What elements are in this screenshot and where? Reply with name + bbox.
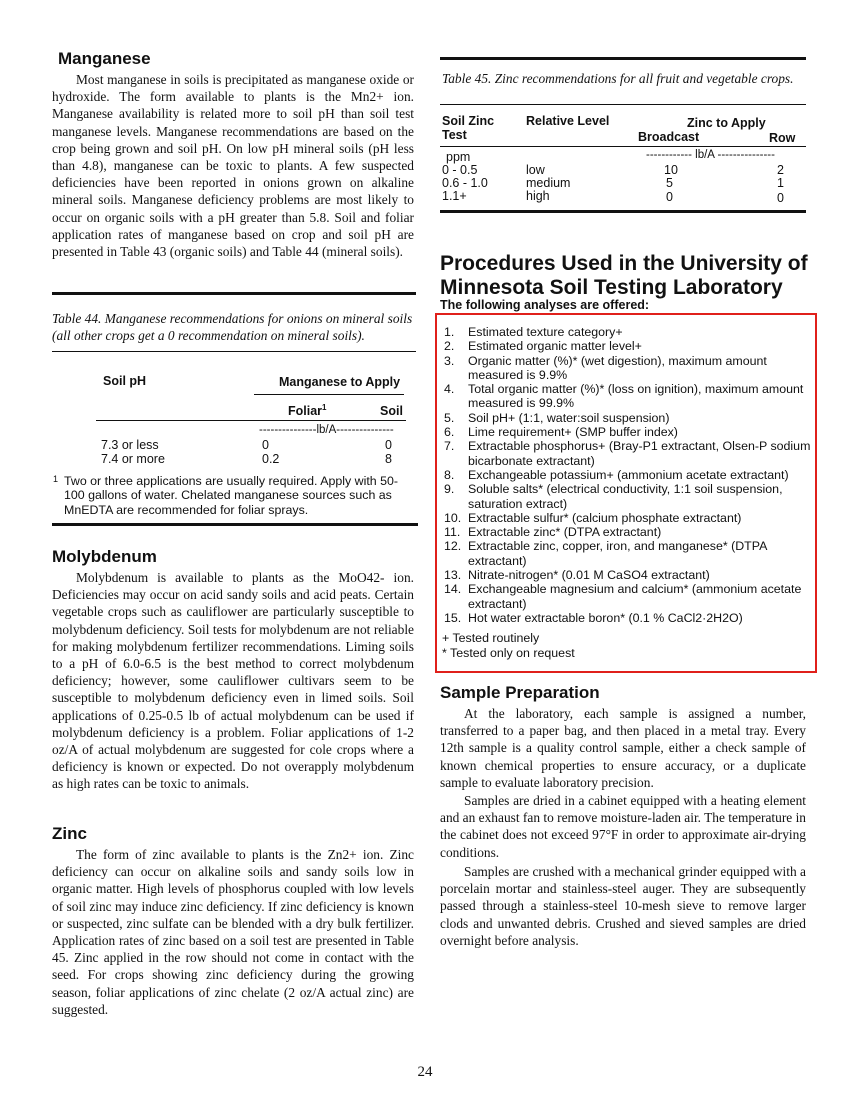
table45-unit-test: ppm bbox=[446, 150, 471, 164]
table44-caption-text: Manganese recommendations for onions on mineral soils (all other crops get a 0 recommendation on mineral soils). bbox=[52, 311, 413, 343]
analysis-item: 14. Exchangeable magnesium and calcium* (ammonium acetate extractant) bbox=[444, 582, 802, 611]
table45-row1-test: 0 - 0.5 bbox=[442, 163, 478, 177]
table45-row3-test: 1.1+ bbox=[442, 189, 467, 203]
table45-bottom-rule bbox=[440, 210, 806, 213]
table44-label: Table 44. bbox=[52, 311, 102, 326]
analyses-legend bbox=[442, 631, 575, 660]
procedures-title-line1: Procedures Used in the University of bbox=[440, 252, 808, 275]
table44-caption-rule bbox=[52, 351, 416, 352]
table45-row1-level: low bbox=[526, 163, 545, 177]
molybdenum-paragraph: Molybdenum is available to plants as the MoO42- ion. Deficiencies may occur on acid sandy soils and acid peats. Certain vegetable crops such as cauliflower are particularly susceptible to molybdenum deficiency. Soil tests for molybdenum are not reliable for making molybdenum fertilizer recommendations. Liming soils to a pH of 6.0-6.5 is the best method to correct molybdenum deficiency; however, some cauliflower cultivars seem to be susceptible to molybdenum deficiency even in limed soils. Soil applications of 0.25-0.5 lb of actual molybdenum can be used if molybdenum deficiency is a problem. Foliar applications of 1-2 oz/A of actual molybdenum are suggested for cole crops where a deficiency is known or expected. Do not overapply molybdenum as high rates can be toxic to animals. bbox=[52, 570, 414, 792]
table44-col-foliar bbox=[288, 404, 327, 418]
table45-row2-broadcast: 5 bbox=[666, 176, 673, 190]
procedures-title-line2: Minnesota Soil Testing Laboratory bbox=[440, 276, 783, 299]
analysis-item: 7. Extractable phosphorus+ (Bray-P1 extractant, Olsen-P sodium bicarbonate extractant) bbox=[444, 439, 811, 468]
table44-caption bbox=[52, 310, 416, 344]
table44-row1-ph: 7.3 or less bbox=[101, 438, 159, 452]
table45-row3-broadcast: 0 bbox=[666, 190, 673, 204]
analysis-item: 3. Organic matter (%)* (wet digestion), maximum amount measured is 9.9% bbox=[444, 353, 767, 382]
sample-prep-paragraph-1: At the laboratory, each sample is assigned a number, transferred to a paper bag, and then placed in a metal tray. Every 12th sample is a quality control sample, either a check sample of known chemical properties to ensure accuracy, or a duplicate sample to evaluate laboratory precision. bbox=[440, 706, 806, 790]
analysis-item: 9. Soluble salts* (electrical conductivity, 1:1 soil suspension, saturation extract) bbox=[444, 482, 783, 511]
table45-col-level: Relative Level bbox=[526, 114, 610, 128]
analysis-item: 15. Hot water extractable boron* (0.1 % CaCl2·2H2O) bbox=[444, 610, 743, 625]
table44-foliar-footnote-mark: 1 bbox=[322, 402, 327, 412]
analyses-list bbox=[444, 325, 812, 625]
table44-unit: ---------------lb/A--------------- bbox=[259, 424, 394, 436]
table45-row2-level: medium bbox=[526, 176, 571, 190]
table44-row2-foliar: 0.2 bbox=[262, 452, 280, 466]
table45-top-rule bbox=[440, 57, 806, 60]
table45-caption bbox=[442, 70, 804, 87]
zinc-heading: Zinc bbox=[52, 824, 87, 843]
procedures-subtitle: The following analyses are offered: bbox=[440, 298, 650, 312]
table44-row2-ph: 7.4 or more bbox=[101, 452, 165, 466]
table44-footnote: Two or three applications are usually required. Apply with 50-100 gallons of water. Chelated manganese sources such as MnEDTA are recommended for foliar sprays. bbox=[64, 474, 399, 517]
table45-col-broadcast: Broadcast bbox=[638, 130, 700, 144]
table44-row2-soil: 8 bbox=[385, 452, 392, 466]
table45-header-rule bbox=[440, 146, 806, 147]
table45-col-group: Zinc to Apply bbox=[687, 116, 766, 130]
sample-prep-heading: Sample Preparation bbox=[440, 683, 600, 702]
analyses-highlight-box bbox=[435, 313, 817, 673]
table45-row2-test: 0.6 - 1.0 bbox=[442, 176, 488, 190]
zinc-paragraph: The form of zinc available to plants is the Zn2+ ion. Zinc deficiency can occur on alkaline soils and sandy soils low in organic matter. High levels of phosphorus coupled with low levels of soil zinc may induce zinc deficiency. If zinc deficiency is known or suspected, zinc sulfate can be blended with a dry bulk fertilizer. Application rates of zinc based on a soil test are presented in Table 45. Zinc applied in the row should not come in contact with the seed. For crops showing zinc deficiency during the growing season, foliar applications of zinc chelate (2 oz/A actual zinc) are suggested. bbox=[52, 847, 414, 1017]
table45-label: Table 45. bbox=[442, 71, 492, 86]
legend-tested-on-request: * Tested only on request bbox=[442, 645, 575, 660]
analysis-item: 6. Lime requirement+ (SMP buffer index) bbox=[444, 425, 678, 440]
table44-col-soil-ph: Soil pH bbox=[103, 374, 147, 388]
analysis-item: 13. Nitrate-nitrogen* (0.01 M CaSO4 extractant) bbox=[444, 568, 710, 583]
procedures-title bbox=[440, 252, 820, 300]
table45-unit: ------------ lb/A --------------- bbox=[646, 149, 775, 161]
table45-row1-row: 2 bbox=[777, 163, 784, 177]
table44-bottom-rule bbox=[52, 523, 418, 526]
molybdenum-heading: Molybdenum bbox=[52, 547, 157, 566]
manganese-heading: Manganese bbox=[58, 49, 151, 68]
table44-col-soil: Soil bbox=[380, 404, 403, 418]
sample-prep-paragraph-3: Samples are crushed with a mechanical grinder equipped with a porcelain mortar and stainless-steel auger. They are subsequently passed through a stainless-steel 10-mesh sieve to remove larger clods and unwanted debris. Crushed and sieved samples are dried overnight before analysis. bbox=[440, 864, 806, 948]
table44-row1-soil: 0 bbox=[385, 438, 392, 452]
analysis-item: 10. Extractable sulfur* (calcium phosphate extractant) bbox=[444, 510, 742, 525]
table45-row2-row: 1 bbox=[777, 176, 784, 190]
sample-prep-paragraph-2: Samples are dried in a cabinet equipped with a heating element and an exhaust fan to remove moisture-laden air. The temperature in the cabinet does not exceed 97°F in order to approximate air-drying conditions. bbox=[440, 793, 806, 860]
table44-top-rule bbox=[52, 292, 416, 295]
table44-col-foliar-label: Foliar bbox=[288, 404, 323, 418]
table45-caption-text: Zinc recommendations for all fruit and vegetable crops. bbox=[494, 71, 794, 86]
table45-col-row: Row bbox=[769, 131, 796, 145]
legend-tested-routinely: + Tested routinely bbox=[442, 631, 540, 645]
table45-col-test: Soil Zinc Test bbox=[442, 114, 495, 142]
analysis-item: 8. Exchangeable potassium+ (ammonium acetate extractant) bbox=[444, 467, 789, 482]
table45-caption-rule bbox=[440, 104, 806, 105]
table44-footnote-mark: 1 bbox=[53, 474, 59, 484]
table45-row1-broadcast: 10 bbox=[664, 163, 678, 177]
analysis-item: 4. Total organic matter (%)* (loss on ignition), maximum amount measured is 99.9% bbox=[444, 382, 804, 411]
analysis-item: 12. Extractable zinc, copper, iron, and manganese* (DTPA extractant) bbox=[444, 539, 767, 568]
table44-col-group: Manganese to Apply bbox=[279, 375, 401, 389]
analysis-item: 1. Estimated texture category+ bbox=[444, 325, 623, 339]
manganese-paragraph: Most manganese in soils is precipitated as manganese oxide or hydroxide. The form available to plants is the Mn2+ ion. Manganese availability is related more to soil pH than soil test manganese levels. Manganese recommendations are based on the crop being grown and soil pH. On low pH mineral soils (pH less than 4.8), manganese can be toxic to plants. A few suspected deficiencies have been reported in onions grown on alkaline mineral soils. Manganese deficiency problems are most likely to occur on organic soils with a pH greater than 5.8. Soil and foliar application rates of manganese based on crop and soil pH are presented in Table 43 (organic soils) and Table 44 (mineral soils). bbox=[52, 72, 414, 260]
analysis-item: 2. Estimated organic matter level+ bbox=[444, 339, 642, 354]
table44-group-rule bbox=[254, 394, 404, 395]
table45-row3-level: high bbox=[526, 189, 550, 203]
analysis-item: 5. Soil pH+ (1:1, water:soil suspension) bbox=[444, 410, 670, 425]
page-number: 24 bbox=[417, 1064, 433, 1080]
table45-row3-row: 0 bbox=[777, 191, 784, 205]
table44-row1-foliar: 0 bbox=[262, 438, 269, 452]
analysis-item: 11. Extractable zinc* (DTPA extractant) bbox=[444, 525, 662, 540]
table44-header-rule bbox=[96, 420, 406, 421]
